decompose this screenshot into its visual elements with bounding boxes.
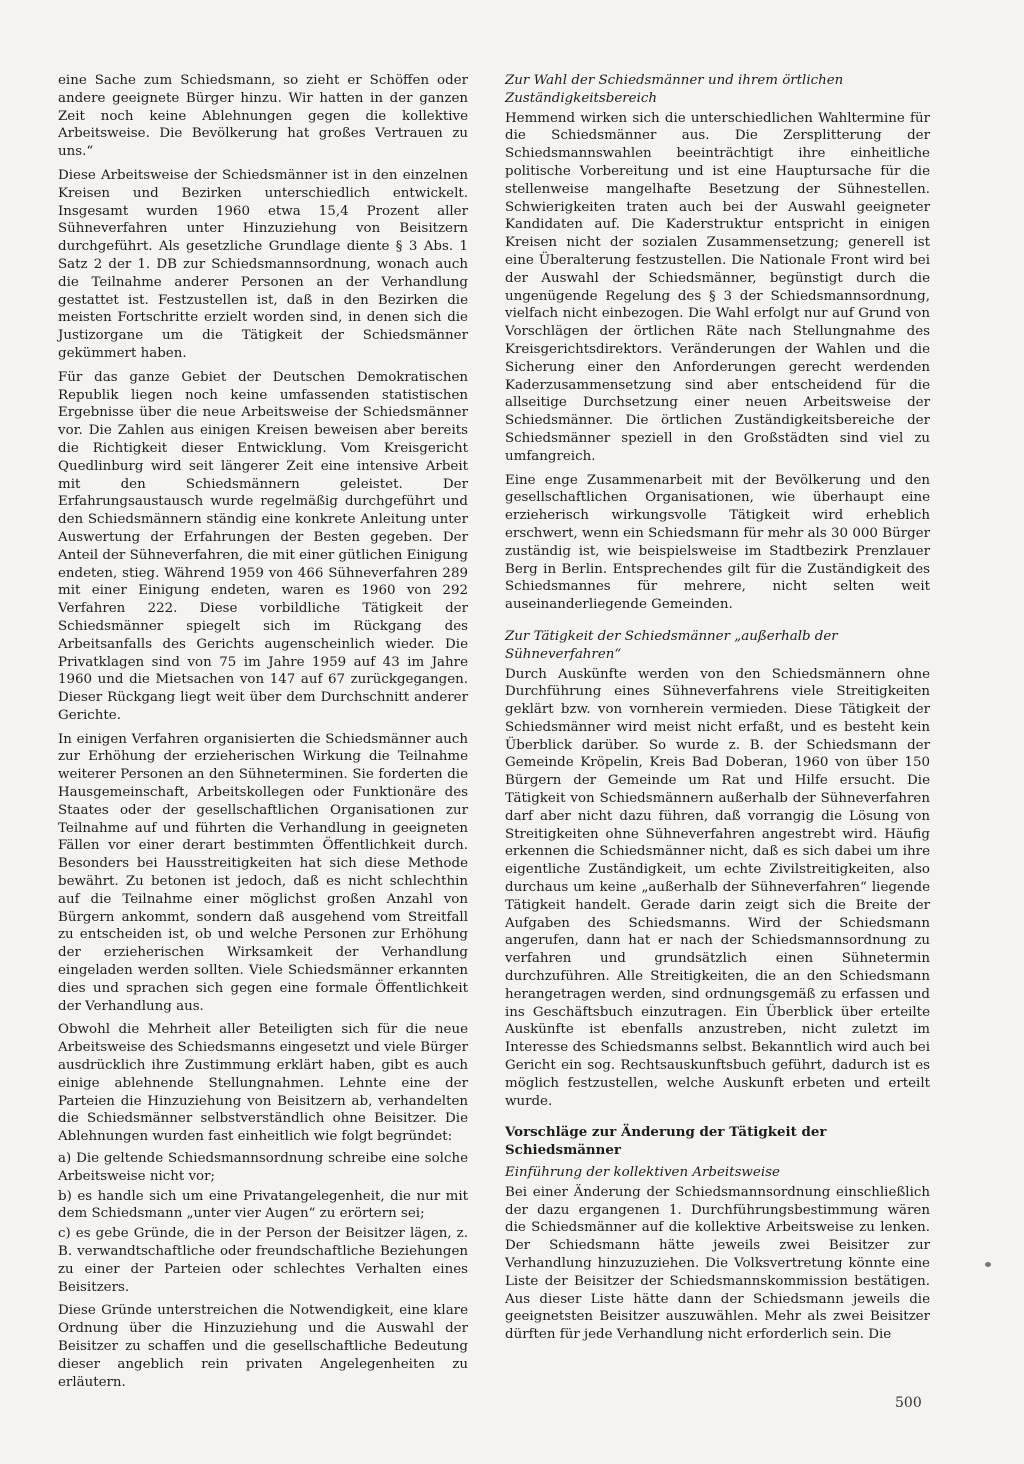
left-paragraph-1: eine Sache zum Schiedsmann, so zieht er Schöffen oder andere geeignete Bürger hinzu. Wir hatten in der ganzen Zeit noch keine Ablehnungen gegen die kollektive Arbeitsweise. Die Bevölkerung hat großes Vertrauen zu uns.“	[58, 73, 468, 160]
subheading-kollektive-arbeitsweise: Einführung der kollektiven Arbeitsweise	[505, 1165, 780, 1181]
right-s2-paragraph-1: Durch Auskünfte werden von den Schiedsmännern ohne Durchführung eines Sühneverfahrens viele Streitigkeiten geklärt bzw. von vornherein vermieden. Diese Tätigkeit der Schiedsmänner wird meist nicht erfaßt, und es besteht kein Überblick darüber. So wurde z. B. der Schiedsmann der Gemeinde Kröpelin, Kreis Bad Doberan, 1960 von über 150 Bürgern der Gemeinde um Rat und Hilfe ersucht. Die Tätigkeit von Schiedsmännern außerhalb der Sühneverfahren darf aber nicht dazu führen, daß vorrangig die Lösung von Streitigkeiten ohne Sühneverfahren angestrebt wird. Häufig erkennen die Schiedsmänner nicht, daß es sich dabei um ihre eigentliche Zuständigkeit, um echte Zivilstreitigkeiten, also durchaus um keine „außerhalb der Sühneverfahren“ liegende Tätigkeit handelt. Gerade darin zeigt sich die Breite der Aufgaben des Schiedsmanns. Wird der Schiedsmann angerufen, dann hat er nach der Schiedsmannsordnung zu verfahren und grundsätzlich einen Sühnetermin durchzuführen. Alle Streitigkeiten, die an den Schiedsmann herangetragen werden, sind ordnungsgemäß zu erfassen und ins Geschäftsbuch einzutragen. Ein Überblick über erteilte Auskünfte ist ebenfalls anzustreben, nicht zuletzt im Interesse des Schiedsmanns selbst. Bekanntlich wird auch bei Gericht ein sog. Rechtsauskunftsbuch geführt, dadurch ist es möglich festzustellen, welche Auskunft erbeten und erteilt wurde.	[505, 666, 930, 1109]
section-heading-wahl: Zur Wahl der Schiedsmänner und ihrem örtlichen Zuständigkeitsbereich	[505, 73, 844, 106]
list-item-b: b) es handle sich um eine Privatangelegenheit, die nur mit dem Schiedsmann „unter vier Augen“ zu erörtern sei;	[58, 1188, 468, 1222]
section-heading-taetigkeit: Zur Tätigkeit der Schiedsmänner „außerhalb der Sühneverfahren“	[505, 628, 838, 662]
left-closing-paragraph: Diese Gründe unterstreichen die Notwendigkeit, eine klare Ordnung über die Hinzuziehung und die Auswahl der Beisitzer zu schaffen und die gesellschaftliche Bedeutung dieser angeblich rein privaten Angelegenheiten zu erläutern.	[58, 1303, 468, 1390]
right-s3-paragraph-1: Bei einer Änderung der Schiedsmannsordnung einschließlich der dazu ergangenen 1. Durchführungsbestimmung wären die Schiedsmänner auf die kollektive Arbeitsweise zu lenken. Der Schiedsmann hätte jeweils zwei Beisitzer zur Verhandlung hinzuzuziehen. Die Volksvertretung könnte eine Liste der Beisitzer der Schiedsmannskommission bestätigen. Aus dieser Liste hätte dann der Schiedsmann jeweils die geeignetsten Beisitzer auszuwählen. Mehr als zwei Beisitzer dürften für jede Verhandlung nicht erforderlich sein. Die	[505, 1184, 930, 1343]
spacer	[505, 614, 930, 628]
right-column	[505, 72, 930, 1344]
list-item-a: a) Die geltende Schiedsmannsordnung schreibe eine solche Arbeitsweise nicht vor;	[58, 1151, 468, 1184]
left-paragraph-4: In einigen Verfahren organisierten die Schiedsmänner auch zur Erhöhung der erzieherischen Wirkung die Teilnahme weiterer Personen an den Sühneterminen. Sie forderten die Hausgemeinschaft, Arbeitskollegen oder Funktionäre des Staates oder der gesellschaftlichen Organisationen zur Teilnahme auf und führten die Verhandlung in geeigneten Fällen vor einer derart bestimmten Öffentlichkeit durch. Besonders bei Hausstreitigkeiten hat sich diese Methode bewährt. Zu betonen ist jedoch, daß es nicht schlechthin auf die Teilnahme einer möglichst großen Anzahl von Bürgern ankommt, sondern daß ausgehend vom Streitfall zu entscheiden ist, ob und welche Personen zur Erhöhung der erzieherischen Wirksamkeit der Verhandlung eingeladen werden sollten. Viele Schiedsmänner erkannten dies und sprachen sich gegen eine formale Öffentlichkeit der Verhandlung aus.	[58, 731, 468, 1014]
right-s1-paragraph-1: Hemmend wirken sich die unterschiedlichen Wahltermine für die Schiedsmänner aus. Die Zersplitterung der Schiedsmannswahlen beeinträchtigt ihre einheitliche politische Vorbereitung und ist eine Hauptursache für die stellenweise mangelhafte Besetzung der Sühnestellen. Schwierigkeiten traten auch bei der Auswahl geeigneter Kandidaten auf. Die Kaderstruktur entspricht in einigen Kreisen nicht der sozialen Zusammensetzung; generell ist eine Überalterung festzustellen. Die Nationale Front wird bei der Auswahl der Schiedsmänner, begünstigt durch die ungenügende Regelung des § 3 der Schiedsmannsordnung, vielfach nicht einbezogen. Die Wahl erfolgt nur auf Grund von Vorschlägen der örtlichen Räte nach Stellungnahme des Kreisgerichtsdirektors. Veränderungen der Wahlen und die Sicherung einer den Anforderungen gerecht werdenden Kaderzusammensetzung sind aber entscheidend für die allseitige Durchsetzung einer neuen Arbeitsweise der Schiedsmänner. Die örtlichen Zuständigkeitsbereiche der Schiedsmänner speziell in den Großstädten sind viel zu umfangreich.	[505, 110, 930, 464]
left-paragraph-5: Obwohl die Mehrheit aller Beteiligten sich für die neue Arbeitsweise des Schiedsmanns eingesetzt und viele Bürger ausdrücklich ihre Zustimmung erklärt haben, gibt es auch einige ablehnende Stellungnahmen. Lehnte eine der Parteien die Hinzuziehung von Beisitzern ab, verhandelten die Schiedsmänner selbstverständlich ohne Beisitzer. Die Ablehnungen wurden fast einheitlich wie folgt begründet:	[58, 1022, 468, 1145]
right-s1-paragraph-2: Eine enge Zusammenarbeit mit der Bevölkerung und den gesellschaftlichen Organisationen, wie überhaupt eine erzieherisch wirkungsvolle Tätigkeit wird erheblich erschwert, wenn ein Schiedsmann für mehr als 30 000 Bürger zuständig ist, wie beispielsweise im Stadtbezirk Prenzlauer Berg in Berlin. Entsprechendes gilt für die Zuständigkeit des Schiedsmannes für mehrere, nicht selten weit auseinanderliegende Gemeinden.	[505, 472, 930, 613]
page-number: 500	[895, 1395, 922, 1411]
list-item-c: c) es gebe Gründe, die in der Person der Beisitzer lägen, z. B. verwandtschaftliche oder freundschaftliche Beziehungen zu einer der Parteien oder schlechtes Verhalten eines Beisitzers.	[58, 1226, 468, 1295]
section-heading-vorschlaege: Vorschläge zur Änderung der Tätigkeit der Schiedsmänner	[505, 1124, 827, 1159]
spacer	[505, 1110, 930, 1124]
print-speck	[985, 1262, 991, 1267]
left-paragraph-2: Diese Arbeitsweise der Schiedsmänner ist in den einzelnen Kreisen und Bezirken unterschiedlich entwickelt. Insgesamt wurden 1960 etwa 15,4 Prozent aller Sühneverfahren unter Hinzuziehung von Beisitzern durchgeführt. Als gesetzliche Grundlage diente § 3 Abs. 1 Satz 2 der 1. DB zur Schiedsmannsordnung, wonach auch die Teilnahme anderer Personen an der Verhandlung gestattet ist. Festzustellen ist, daß in den Bezirken die meisten Fortschritte erzielt worden sind, in denen sich die Justizorgane um die Tätigkeit der Schiedsmänner gekümmert haben.	[58, 167, 468, 361]
left-paragraph-3: Für das ganze Gebiet der Deutschen Demokratischen Republik liegen noch keine umfassenden statistischen Ergebnisse über die neue Arbeitsweise der Schiedsmänner vor. Die Zahlen aus einigen Kreisen beweisen aber bereits die Richtigkeit dieser Entwicklung. Vom Kreisgericht Quedlinburg wird seit längerer Zeit eine intensive Arbeit mit den Schiedsmännern geleistet. Der Erfahrungsaustausch wurde regelmäßig durchgeführt und den Schiedsmännern ständig eine konkrete Anleitung unter Auswertung der Erfahrungen der Besten gegeben. Der Anteil der Sühneverfahren, die mit einer gütlichen Einigung endeten, stieg. Während 1959 von 466 Sühneverfahren 289 mit einer Einigung endeten, waren es 1960 von 292 Verfahren 222. Diese vorbildliche Tätigkeit der Schiedsmänner spiegelt sich im Rückgang des Arbeitsanfalls des Gerichts augenscheinlich wieder. Die Privatklagen sind von 75 im Jahre 1959 auf 43 im Jahre 1960 und die Mietsachen von 147 auf 67 zurückgegangen. Dieser Rückgang liegt weit über dem Durchschnitt anderer Gerichte.	[58, 369, 468, 723]
left-column	[58, 72, 468, 1391]
